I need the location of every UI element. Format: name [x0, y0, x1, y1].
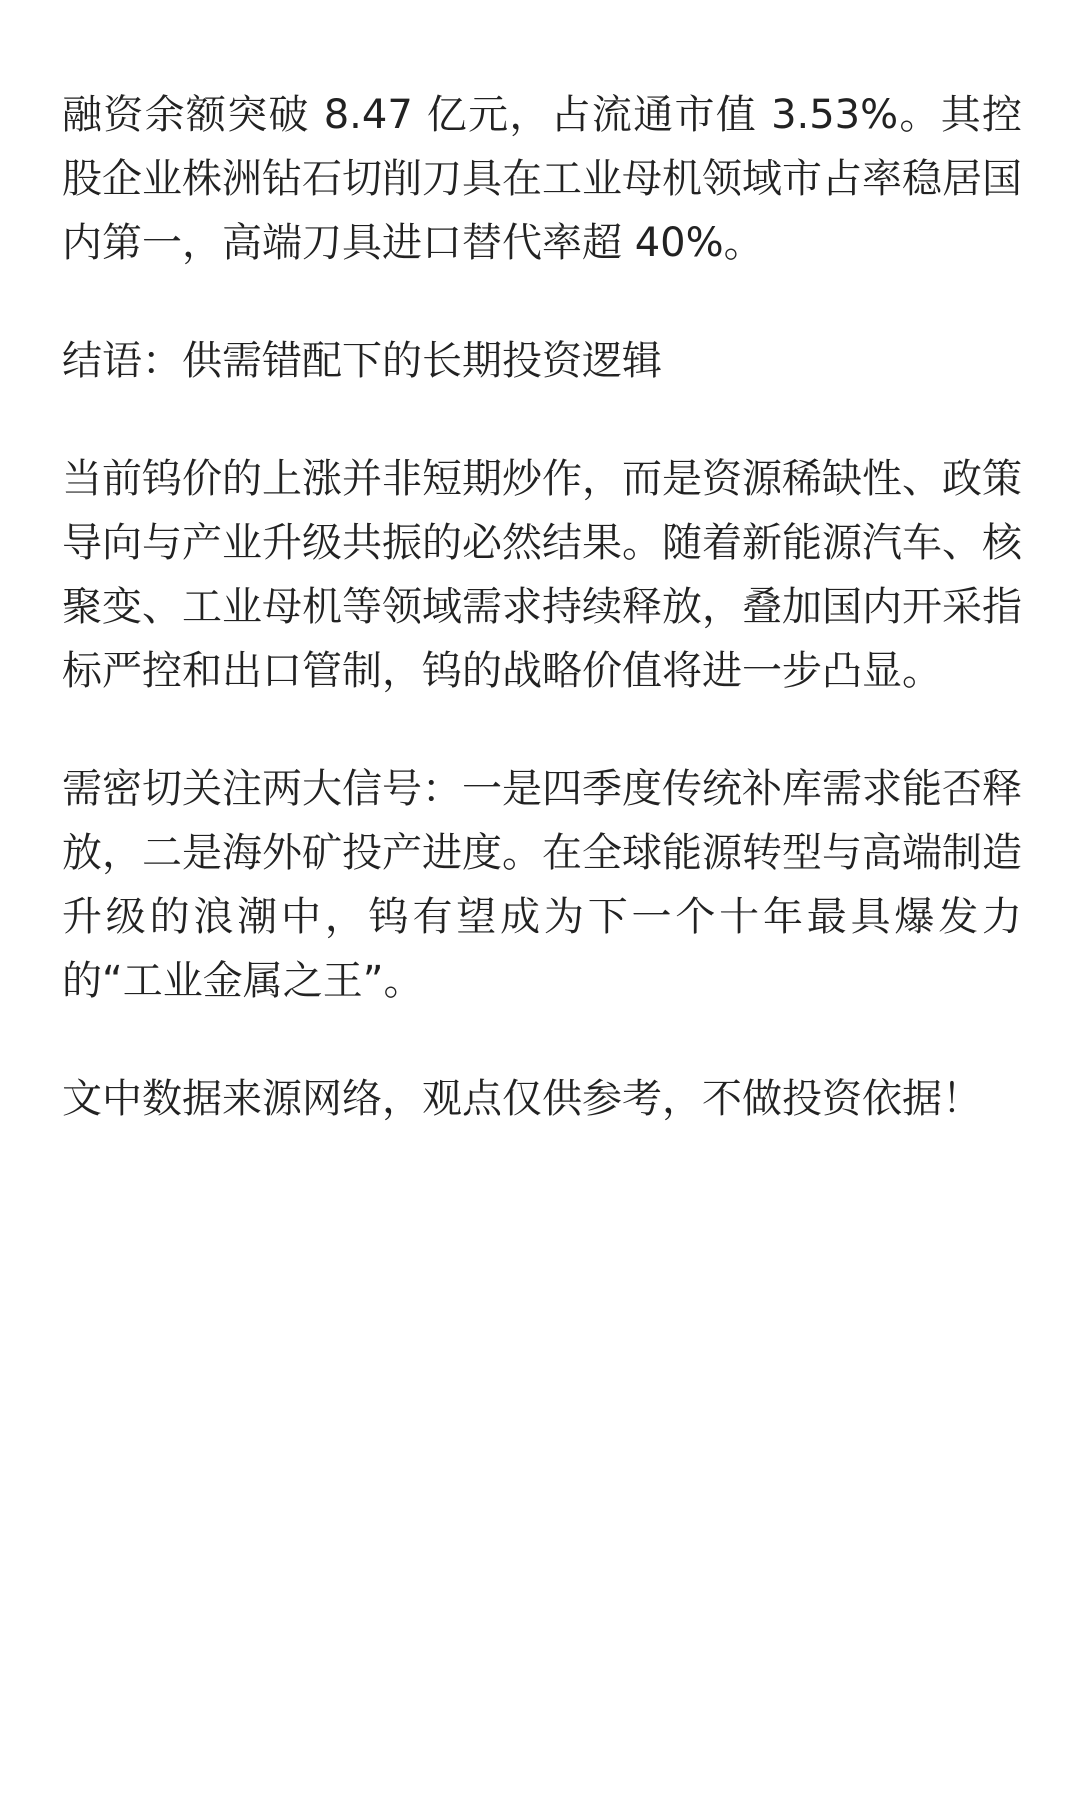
- paragraph-disclaimer: 文中数据来源网络，观点仅供参考，不做投资依据！: [62, 1076, 982, 1122]
- paragraph-price-drivers: 当前钨价的上涨并非短期炒作，而是资源稀缺性、政策导向与产业升级共振的必然结果。随着新能源汽车、核聚变、工业母机等领域需求持续释放，叠加国内开采指标严控和出口管制，钨的战略价值将进一步凸显。: [62, 456, 1022, 694]
- article-body: [62, 83, 1022, 1131]
- paragraph-financing: 融资余额突破 8.47 亿元，占流通市值 3.53%。其控股企业株洲钻石切削刀具在工业母机领域市占率稳居国内第一，高端刀具进口替代率超 40%。: [62, 92, 1022, 266]
- section-heading-conclusion: 结语：供需错配下的长期投资逻辑: [62, 338, 662, 384]
- paragraph-signals: 需密切关注两大信号：一是四季度传统补库需求能否释放，二是海外矿投产进度。在全球能源转型与高端制造升级的浪潮中，钨有望成为下一个十年最具爆发力的“工业金属之王”。: [62, 766, 1022, 1004]
